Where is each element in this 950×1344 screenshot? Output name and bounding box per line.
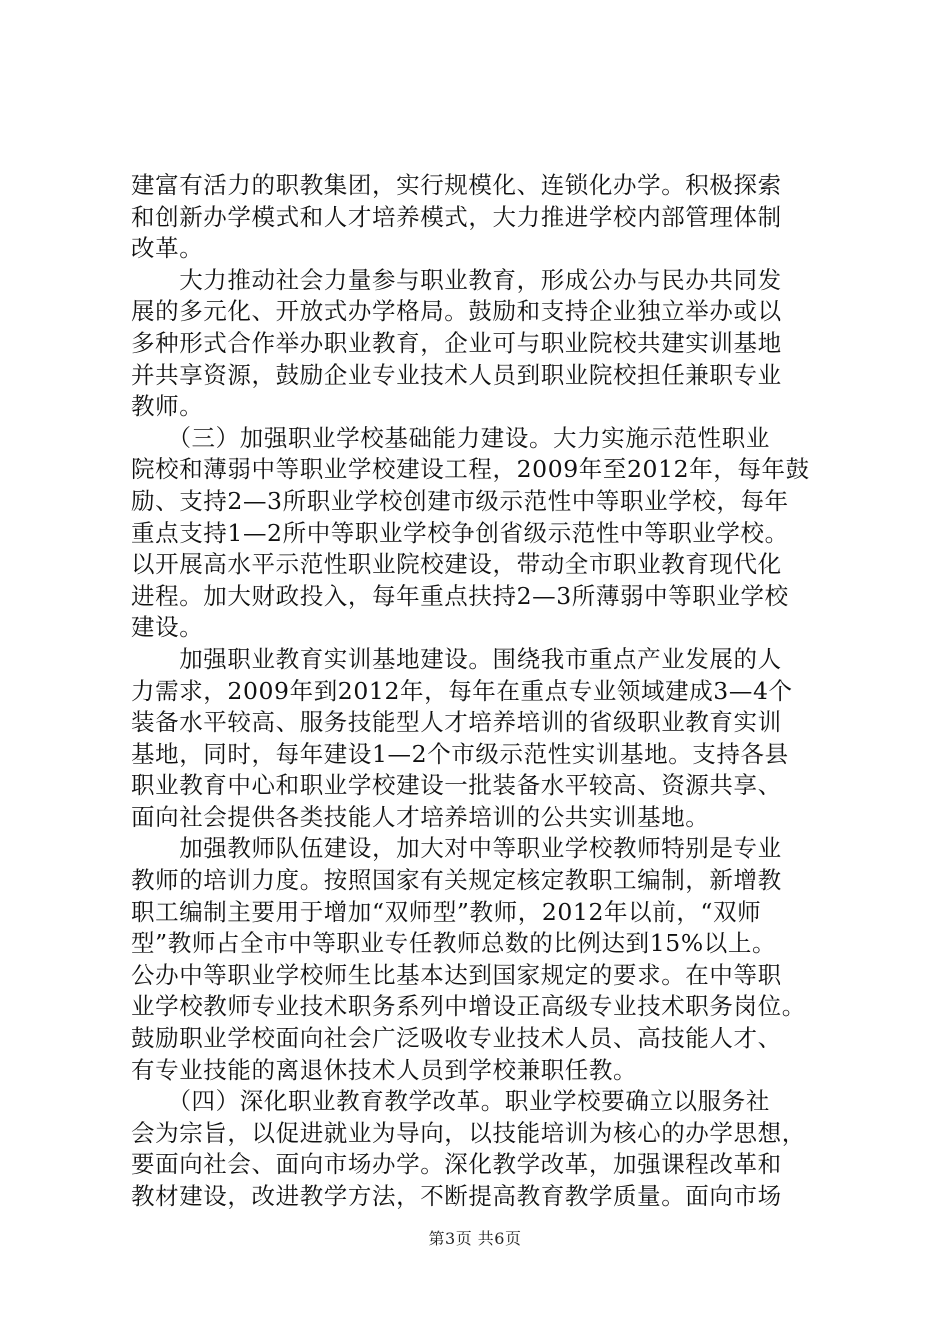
text-line: 面向社会提供各类技能人才培养培训的公共实训基地。 <box>131 802 710 831</box>
text-line: 进程。加大财政投入，每年重点扶持2—3所薄弱中等职业学校 <box>131 581 789 610</box>
text-line: 鼓励职业学校面向社会广泛吸收专业技术人员、高技能人才、 <box>131 1024 782 1053</box>
text-line: 教师的培训力度。按照国家有关规定核定教职工编制，新增教 <box>131 866 782 895</box>
text-line: 教师。 <box>131 392 204 421</box>
page-footer <box>0 1226 950 1249</box>
text-line: 有专业技能的离退休技术人员到学校兼职任教。 <box>131 1055 638 1084</box>
text-line: 重点支持1—2所中等职业学校争创省级示范性中等职业学校。 <box>131 518 789 547</box>
text-line: 加强职业教育实训基地建设。围绕我市重点产业发展的人 <box>131 644 782 673</box>
text-line: 基地，同时，每年建设1—2个市级示范性实训基地。支持各县 <box>131 739 789 768</box>
text-line: 院校和薄弱中等职业学校建设工程，2009年至2012年，每年鼓 <box>131 455 810 484</box>
text-line: 展的多元化、开放式办学格局。鼓励和支持企业独立举办或以 <box>131 297 782 326</box>
text-line: 励、支持2—3所职业学校创建市级示范性中等职业学校，每年 <box>131 486 789 515</box>
text-line: （三）加强职业学校基础能力建设。大力实施示范性职业 <box>131 423 770 452</box>
text-line: 业学校教师专业技术职务系列中增设正高级专业技术职务岗位。 <box>131 992 806 1021</box>
text-line: 公办中等职业学校师生比基本达到国家规定的要求。在中等职 <box>131 960 782 989</box>
text-line: 改革。 <box>131 234 204 263</box>
text-line: 并共享资源，鼓励企业专业技术人员到职业院校担任兼职专业 <box>131 360 782 389</box>
body-text <box>131 170 831 1213</box>
text-line: 型”教师占全市中等职业专任教师总数的比例达到15%以上。 <box>131 929 777 958</box>
text-line: 会为宗旨，以促进就业为导向，以技能培训为核心的办学思想， <box>131 1118 806 1147</box>
text-line: 多种形式合作举办职业教育，企业可与职业院校共建实训基地 <box>131 328 782 357</box>
text-line: 和创新办学模式和人才培养模式，大力推进学校内部管理体制 <box>131 202 782 231</box>
text-line: 要面向社会、面向市场办学。深化教学改革，加强课程改革和 <box>131 1150 782 1179</box>
text-line: 装备水平较高、服务技能型人才培养培训的省级职业教育实训 <box>131 708 782 737</box>
text-line: 力需求，2009年到2012年，每年在重点专业领域建成3—4个 <box>131 676 793 705</box>
text-line: 加强教师队伍建设，加大对中等职业学校教师特别是专业 <box>131 834 782 863</box>
text-line: 职业教育中心和职业学校建设一批装备水平较高、资源共享、 <box>131 771 782 800</box>
page-number-label: 第3页 共6页 <box>428 1229 522 1248</box>
text-line: 教材建设，改进教学方法，不断提高教育教学质量。面向市场 <box>131 1182 782 1210</box>
text-line: （四）深化职业教育教学改革。职业学校要确立以服务社 <box>131 1087 770 1116</box>
text-line: 建富有活力的职教集团，实行规模化、连锁化办学。积极探索 <box>131 171 782 199</box>
text-line: 以开展高水平示范性职业院校建设，带动全市职业教育现代化 <box>131 550 782 579</box>
text-line: 建设。 <box>131 613 204 642</box>
text-line: 大力推动社会力量参与职业教育，形成公办与民办共同发 <box>131 265 782 294</box>
text-line: 职工编制主要用于增加“双师型”教师，2012年以前，“双师 <box>131 897 762 926</box>
